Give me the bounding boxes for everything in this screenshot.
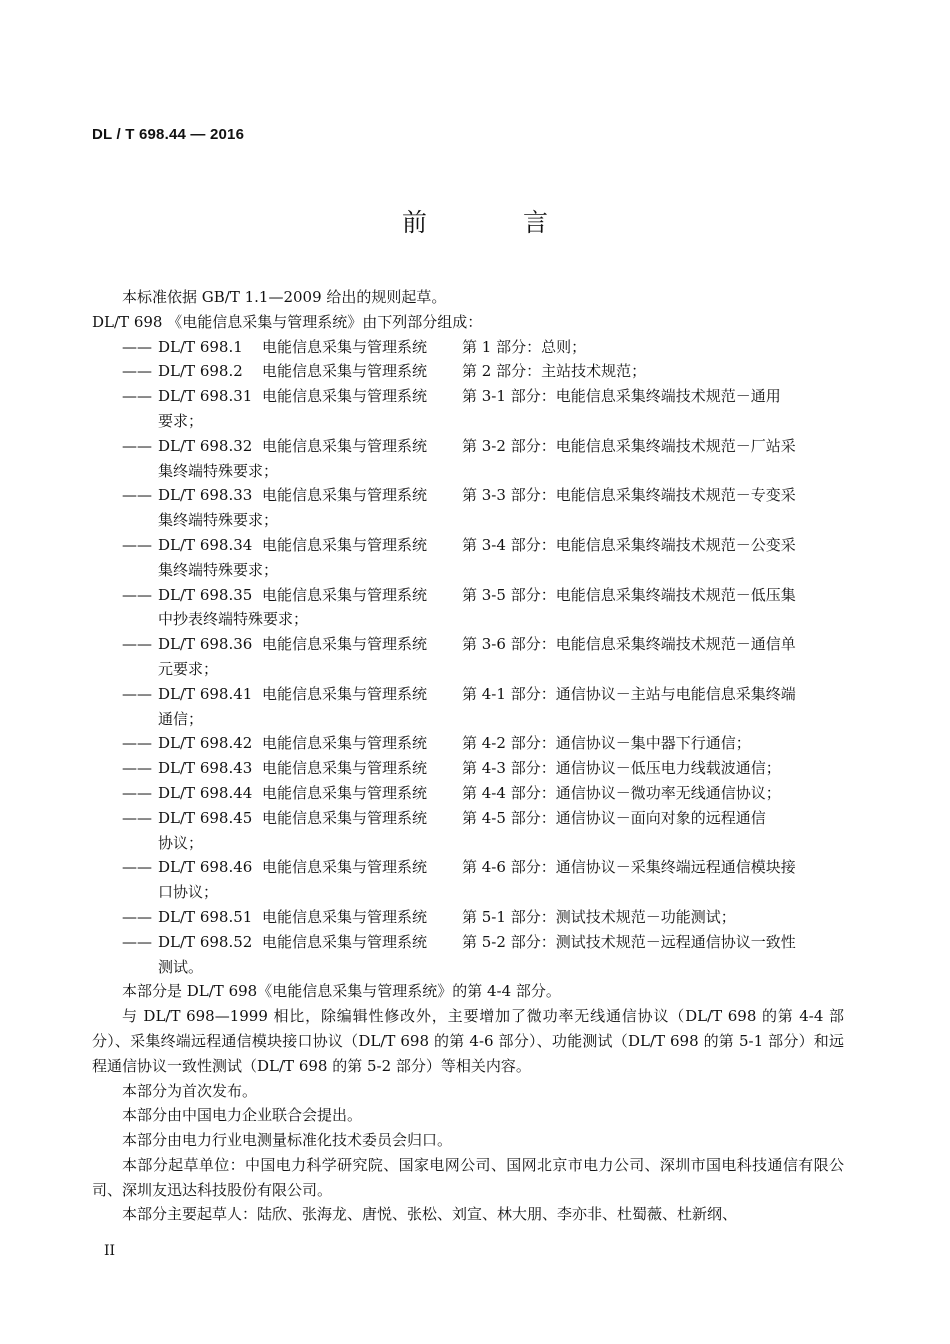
- list-item: [92, 359, 844, 384]
- list-dash: ——: [122, 635, 152, 654]
- list-dash: ——: [122, 734, 152, 753]
- list-item: [92, 682, 844, 732]
- part-system: 电能信息采集与管理系统: [262, 932, 428, 951]
- part-title-continued: 测试。: [158, 957, 204, 976]
- part-title-continued: 元要求；: [158, 659, 219, 678]
- page-number: II: [104, 1243, 116, 1259]
- part-code: DL/T 698.52: [158, 932, 253, 951]
- list-dash: ——: [122, 387, 152, 406]
- list-dash: ——: [122, 783, 152, 802]
- part-code: DL/T 698.1: [158, 337, 243, 356]
- part-system: 电能信息采集与管理系统: [262, 362, 428, 381]
- part-system: 电能信息采集与管理系统: [262, 387, 428, 406]
- part-title: 第 5-1 部分：测试技术规范－功能测试；: [462, 907, 736, 926]
- part-title-continued: 要求；: [158, 411, 204, 430]
- part-code: DL/T 698.36: [158, 635, 253, 654]
- part-system: 电能信息采集与管理系统: [262, 535, 428, 554]
- part-system: 电能信息采集与管理系统: [262, 734, 428, 753]
- part-title: 第 4-3 部分：通信协议－低压电力线载波通信；: [462, 759, 781, 778]
- list-dash: ——: [122, 436, 152, 455]
- part-system: 电能信息采集与管理系统: [262, 759, 428, 778]
- paragraph: 本部分为首次发布。: [122, 1081, 258, 1100]
- part-code: DL/T 698.41: [158, 684, 253, 703]
- part-title-continued: 集终端特殊要求；: [158, 511, 279, 530]
- part-title: 第 4-1 部分：通信协议－主站与电能信息采集终端: [462, 684, 796, 703]
- list-item: [92, 434, 844, 484]
- part-title: 第 3-1 部分：电能信息采集终端技术规范－通用: [462, 387, 781, 406]
- part-system: 电能信息采集与管理系统: [262, 486, 428, 505]
- part-title-continued: 中抄表终端特殊要求；: [158, 610, 309, 629]
- part-title-continued: 口协议；: [158, 883, 219, 902]
- list-dash: ——: [122, 858, 152, 877]
- paragraphs: [92, 979, 844, 1227]
- list-item: [92, 632, 844, 682]
- list-item: [92, 483, 844, 533]
- list-item: [92, 583, 844, 633]
- intro-line: DL/T 698 《电能信息采集与管理系统》由下列部分组成：: [92, 312, 483, 331]
- paragraph: 本部分主要起草人：陆欣、张海龙、唐悦、张松、刘宣、林大朋、李亦非、杜蜀薇、杜新纲、: [122, 1205, 738, 1224]
- list-item: [92, 384, 844, 434]
- part-title: 第 4-4 部分：通信协议－微功率无线通信协议；: [462, 783, 781, 802]
- part-system: 电能信息采集与管理系统: [262, 635, 428, 654]
- part-title: 第 3-6 部分：电能信息采集终端技术规范－通信单: [462, 635, 796, 654]
- list-dash: ——: [122, 759, 152, 778]
- part-code: DL/T 698.51: [158, 907, 253, 926]
- paragraph: 本部分起草单位：中国电力科学研究院、国家电网公司、国网北京市电力公司、深圳市国电科技通信有限公司、深圳友迅达科技股份有限公司。: [92, 1155, 844, 1199]
- part-system: 电能信息采集与管理系统: [262, 585, 428, 604]
- list-dash: ——: [122, 907, 152, 926]
- document-body: [92, 285, 844, 1227]
- part-title: 第 4-6 部分：通信协议－采集终端远程通信模块接: [462, 858, 796, 877]
- list-item: [92, 781, 844, 806]
- part-title: 第 3-3 部分：电能信息采集终端技术规范－专变采: [462, 486, 796, 505]
- page-title: 前 言: [402, 208, 592, 237]
- part-code: DL/T 698.35: [158, 585, 253, 604]
- list-item: [92, 335, 844, 360]
- paragraph: 本部分由电力行业电测量标准化技术委员会归口。: [122, 1131, 453, 1150]
- list-dash: ——: [122, 585, 152, 604]
- list-dash: ——: [122, 362, 152, 381]
- list-dash: ——: [122, 808, 152, 827]
- list-dash: ——: [122, 486, 152, 505]
- part-code: DL/T 698.44: [158, 783, 253, 802]
- part-system: 电能信息采集与管理系统: [262, 337, 428, 356]
- part-code: DL/T 698.43: [158, 759, 253, 778]
- part-title: 第 1 部分：总则；: [462, 337, 587, 356]
- paragraph: 与 DL/T 698—1999 相比，除编辑性修改外，主要增加了微功率无线通信协议（DL/T 698 的第 4-4 部分）、采集终端远程通信模块接口协议（DL/T 698 的第 4-6 部分）、功能测试（DL/T 698 的第 5-1 部分）和远程通信协议一致性测试（DL/T 698 的第 5-2 部分）等相关内容。: [92, 1007, 844, 1075]
- list-item: [92, 905, 844, 930]
- part-code: DL/T 698.42: [158, 734, 253, 753]
- list-item: [92, 533, 844, 583]
- list-item: [92, 806, 844, 856]
- parts-list: [92, 335, 844, 980]
- part-title: 第 3-4 部分：电能信息采集终端技术规范－公变采: [462, 535, 796, 554]
- part-code: DL/T 698.45: [158, 808, 253, 827]
- part-system: 电能信息采集与管理系统: [262, 907, 428, 926]
- part-code: DL/T 698.32: [158, 436, 253, 455]
- list-dash: ——: [122, 684, 152, 703]
- part-code: DL/T 698.34: [158, 535, 253, 554]
- part-title-continued: 集终端特殊要求；: [158, 461, 279, 480]
- standard-code-header: DL / T 698.44 — 2016: [92, 126, 245, 143]
- list-item: [92, 930, 844, 980]
- part-system: 电能信息采集与管理系统: [262, 684, 428, 703]
- list-item: [92, 756, 844, 781]
- list-item: [92, 855, 844, 905]
- part-code: DL/T 698.31: [158, 387, 253, 406]
- list-dash: ——: [122, 535, 152, 554]
- part-title: 第 3-2 部分：电能信息采集终端技术规范－厂站采: [462, 436, 796, 455]
- part-code: DL/T 698.33: [158, 486, 253, 505]
- intro-line: 本标准依据 GB/T 1.1—2009 给出的规则起草。: [122, 288, 447, 306]
- part-title-continued: 协议；: [158, 833, 204, 852]
- part-title: 第 4-2 部分：通信协议－集中器下行通信；: [462, 734, 751, 753]
- part-system: 电能信息采集与管理系统: [262, 783, 428, 802]
- part-code: DL/T 698.2: [158, 362, 243, 381]
- part-title: 第 5-2 部分：测试技术规范－远程通信协议一致性: [462, 932, 796, 951]
- part-system: 电能信息采集与管理系统: [262, 808, 428, 827]
- list-dash: ——: [122, 932, 152, 951]
- part-code: DL/T 698.46: [158, 858, 253, 877]
- paragraph: 本部分由中国电力企业联合会提出。: [122, 1106, 363, 1125]
- part-title: 第 2 部分：主站技术规范；: [462, 362, 647, 381]
- part-title-continued: 通信；: [158, 709, 204, 728]
- list-dash: ——: [122, 337, 152, 356]
- part-system: 电能信息采集与管理系统: [262, 858, 428, 877]
- part-system: 电能信息采集与管理系统: [262, 436, 428, 455]
- part-title: 第 4-5 部分：通信协议－面向对象的远程通信: [462, 808, 766, 827]
- paragraph: 本部分是 DL/T 698《电能信息采集与管理系统》的第 4-4 部分。: [122, 982, 561, 1001]
- part-title-continued: 集终端特殊要求；: [158, 560, 279, 579]
- part-title: 第 3-5 部分：电能信息采集终端技术规范－低压集: [462, 585, 796, 604]
- list-item: [92, 731, 844, 756]
